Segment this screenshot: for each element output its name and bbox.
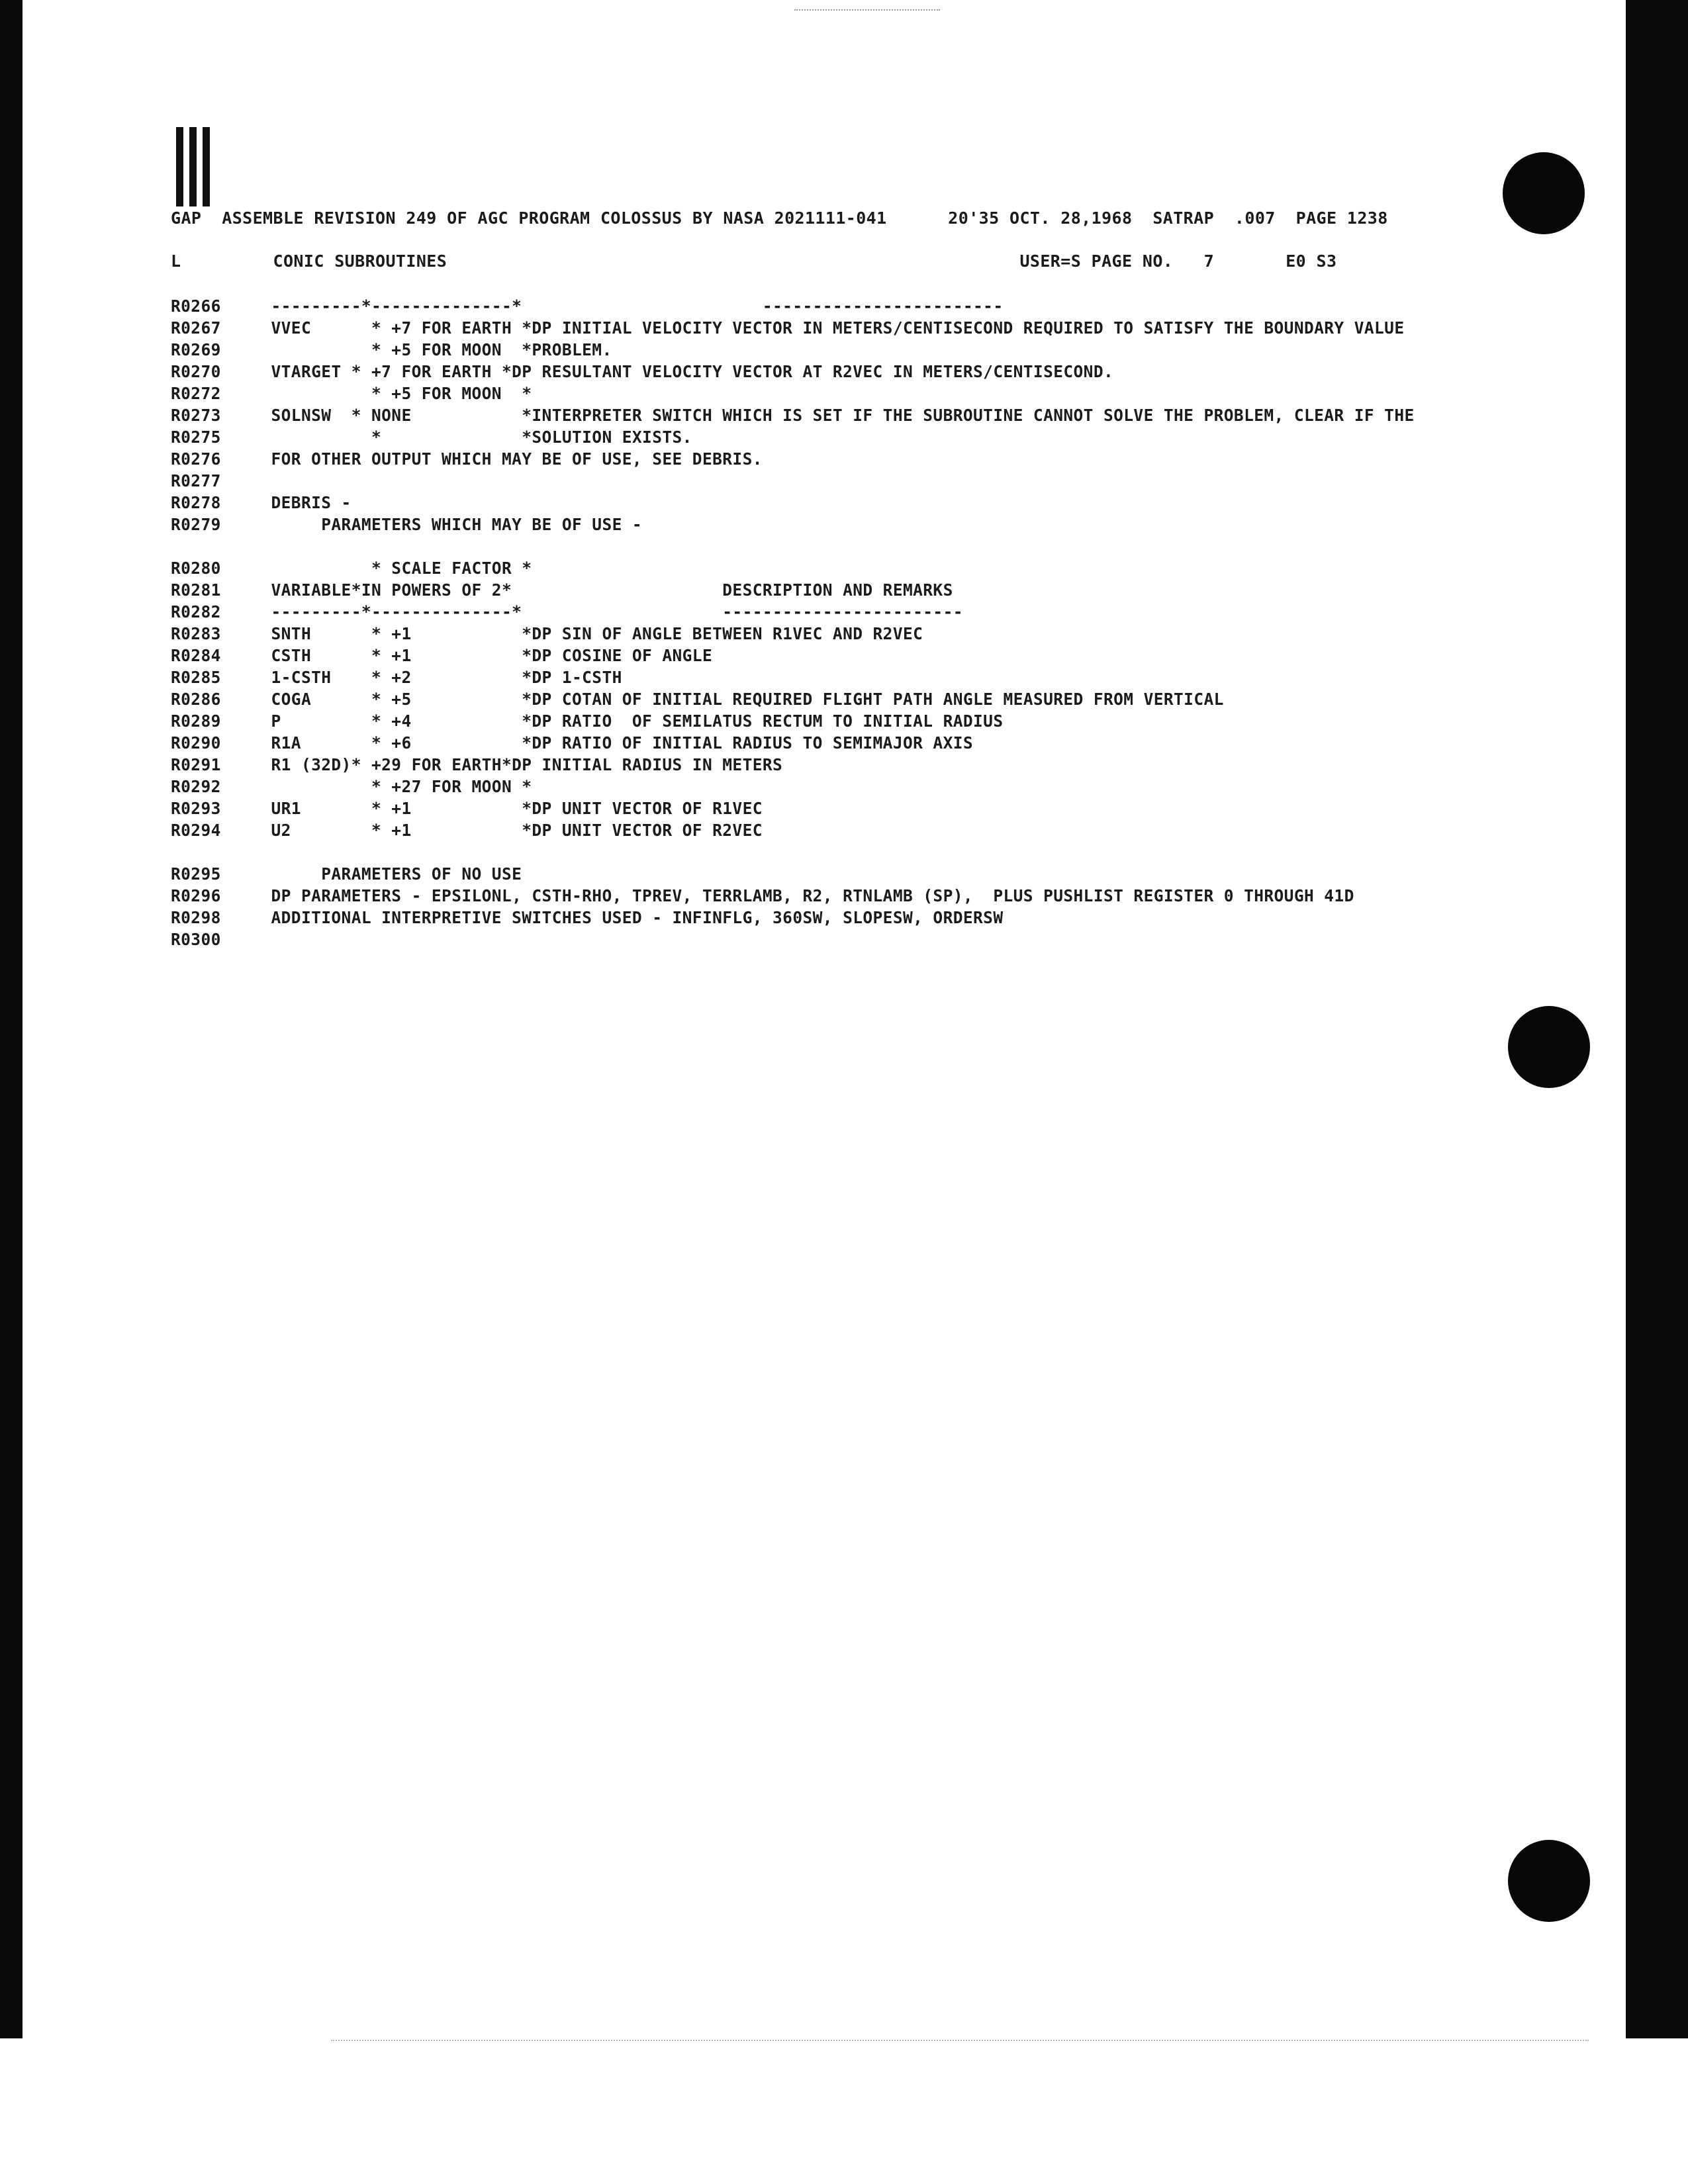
listing-line: R0267 VVEC * +7 FOR EARTH *DP INITIAL VELOCITY VECTOR IN METERS/CENTISECOND REQUIRED TO SATISFY THE BOUNDARY VALUE <box>171 318 1405 338</box>
listing-line: R0269 * +5 FOR MOON *PROBLEM. <box>171 340 612 359</box>
scan-border-left <box>0 0 23 2038</box>
listing-line: R0281 VARIABLE*IN POWERS OF 2* DESCRIPTION AND REMARKS <box>171 580 953 600</box>
listing-line: R0290 R1A * +6 *DP RATIO OF INITIAL RADIUS TO SEMIMAJOR AXIS <box>171 733 974 752</box>
scan-dust-bottom <box>331 2040 1589 2042</box>
listing-line: R0298 ADDITIONAL INTERPRETIVE SWITCHES USED - INFINFLG, 360SW, SLOPESW, ORDERSW <box>171 908 1004 927</box>
listing-line: R0295 PARAMETERS OF NO USE <box>171 864 522 884</box>
listing-line: R0276 FOR OTHER OUTPUT WHICH MAY BE OF USE, SEE DEBRIS. <box>171 449 763 469</box>
listing-line: R0275 * *SOLUTION EXISTS. <box>171 428 692 447</box>
listing-line: R0285 1-CSTH * +2 *DP 1-CSTH <box>171 668 622 687</box>
listing-line: R0278 DEBRIS - <box>171 493 352 512</box>
listing-line: R0292 * +27 FOR MOON * <box>171 777 532 796</box>
punch-hole-middle <box>1508 1006 1590 1088</box>
listing-line: R0280 * SCALE FACTOR * <box>171 559 532 578</box>
scan-dust-top <box>794 9 940 12</box>
binder-bar <box>189 127 197 206</box>
listing-line: R0296 DP PARAMETERS - EPSILONL, CSTH-RHO, TPREV, TERRLAMB, R2, RTNLAMB (SP), PLUS PUSHLIST REGISTER 0 THROUGH 41D <box>171 886 1354 905</box>
binder-bar <box>176 127 183 206</box>
listing-line: R0283 SNTH * +1 *DP SIN OF ANGLE BETWEEN R1VEC AND R2VEC <box>171 624 923 643</box>
binder-bar <box>203 127 210 206</box>
listing-header-assemble: GAP ASSEMBLE REVISION 249 OF AGC PROGRAM COLOSSUS BY NASA 2021111-041 20'35 OCT. 28,1968 SATRAP .007 PAGE 1238 <box>171 208 1388 228</box>
listing-line: R0289 P * +4 *DP RATIO OF SEMILATUS RECTUM TO INITIAL RADIUS <box>171 711 1004 731</box>
listing-line: R0279 PARAMETERS WHICH MAY BE OF USE - <box>171 515 643 534</box>
listing-line: R0277 <box>171 471 221 490</box>
listing-line: R0272 * +5 FOR MOON * <box>171 384 532 403</box>
punch-hole-bottom <box>1508 1840 1590 1922</box>
listing-line: R0273 SOLNSW * NONE *INTERPRETER SWITCH WHICH IS SET IF THE SUBROUTINE CANNOT SOLVE THE PROBLEM, CLEAR IF THE <box>171 406 1415 425</box>
listing-line: R0291 R1 (32D)* +29 FOR EARTH*DP INITIAL RADIUS IN METERS <box>171 755 783 774</box>
listing-line: R0282 ---------*--------------* ------------------------ <box>171 602 963 621</box>
listing-line: R0294 U2 * +1 *DP UNIT VECTOR OF R2VEC <box>171 821 763 840</box>
binder-mark-icon <box>176 127 216 206</box>
listing-line: R0270 VTARGET * +7 FOR EARTH *DP RESULTANT VELOCITY VECTOR AT R2VEC IN METERS/CENTISECOND. <box>171 362 1114 381</box>
listing-line: R0300 <box>171 930 221 949</box>
punch-hole-top <box>1503 152 1585 234</box>
listing-line: R0293 UR1 * +1 *DP UNIT VECTOR OF R1VEC <box>171 799 763 818</box>
listing-line: R0266 ---------*--------------* ------------------------ <box>171 296 1004 316</box>
listing-header-subtitle: L CONIC SUBROUTINES USER=S PAGE NO. 7 E0 S3 <box>171 251 1337 271</box>
listing-line: R0284 CSTH * +1 *DP COSINE OF ANGLE <box>171 646 713 665</box>
listing-line: R0286 COGA * +5 *DP COTAN OF INITIAL REQUIRED FLIGHT PATH ANGLE MEASURED FROM VERTICAL <box>171 690 1224 709</box>
scan-border-right <box>1626 0 1688 2038</box>
